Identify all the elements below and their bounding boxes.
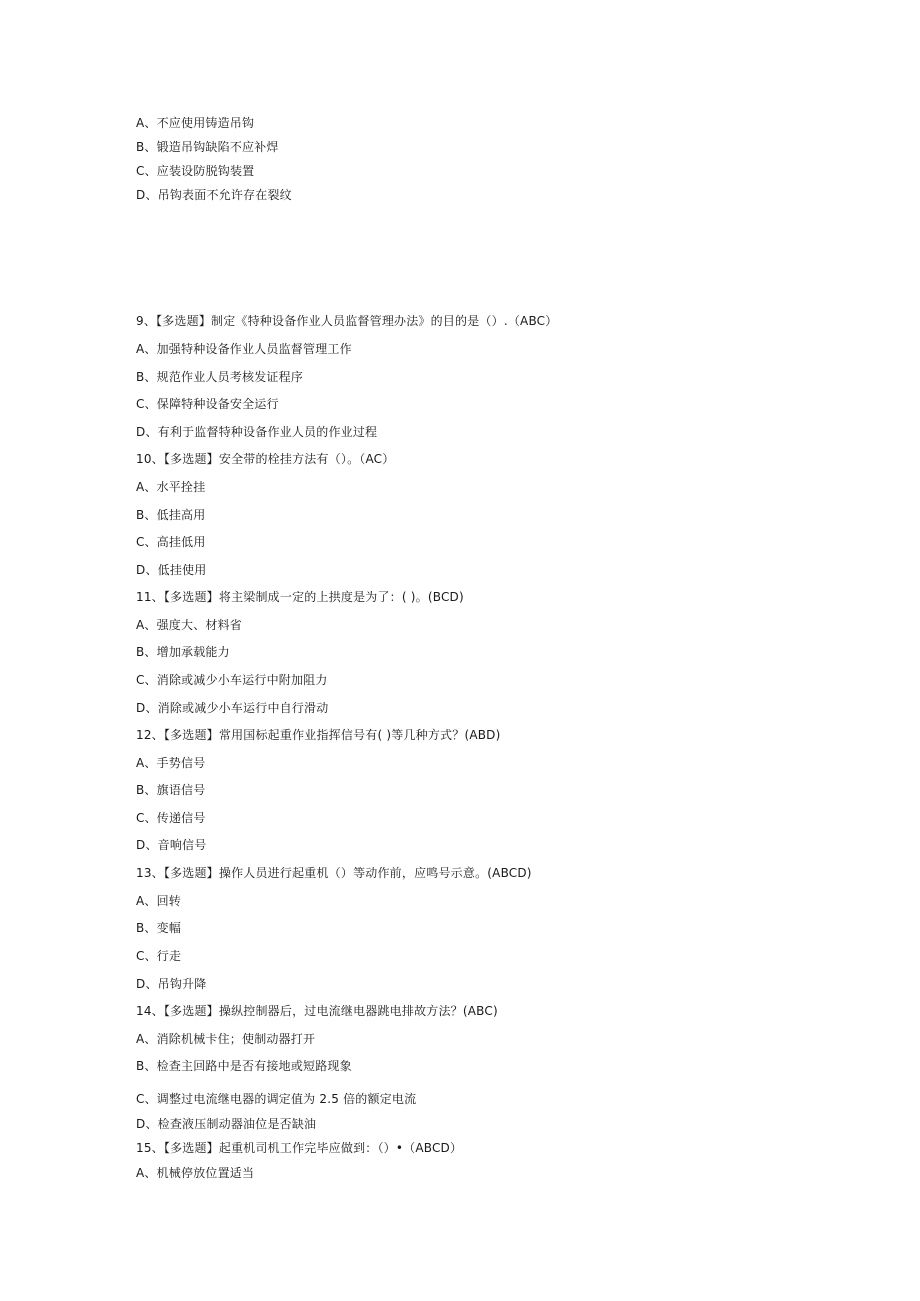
option-c: C、传递信号 [136, 811, 206, 825]
option-a: A、不应使用铸造吊钩 [136, 116, 255, 130]
option-a: A、强度大、材料省 [136, 618, 243, 632]
option-b: B、增加承载能力 [136, 645, 230, 659]
option-b: B、检查主回路中是否有接地或短路现象 [136, 1059, 352, 1073]
option-c: C、行走 [136, 949, 182, 963]
option-a: A、回转 [136, 894, 182, 908]
question-stem: 10、【多选题】安全带的栓挂方法有（）。（AC） [136, 452, 395, 466]
option-d: D、吊钩升降 [136, 977, 207, 991]
option-d: D、有利于监督特种设备作业人员的作业过程 [136, 425, 378, 439]
option-b: B、低挂高用 [136, 508, 206, 522]
option-c: C、应装设防脱钩装置 [136, 164, 255, 178]
option-b: B、规范作业人员考核发证程序 [136, 370, 304, 384]
option-c: C、消除或减少小车运行中附加阻力 [136, 673, 328, 687]
question-stem: 9、【多选题】制定《特种设备作业人员监督管理办法》的目的是（）.（ABC） [136, 314, 558, 328]
option-c: C、调整过电流继电器的调定值为 2.5 倍的额定电流 [136, 1092, 417, 1106]
option-b: B、变幅 [136, 921, 182, 935]
option-b: B、锻造吊钩缺陷不应补焊 [136, 140, 279, 154]
question-stem: 15、【多选题】起重机司机工作完毕应做到：（）•（ABCD） [136, 1141, 463, 1155]
option-a: A、手势信号 [136, 756, 206, 770]
option-b: B、旗语信号 [136, 783, 206, 797]
question-stem: 11、【多选题】将主梁制成一定的上拱度是为了：( )。(BCD) [136, 590, 464, 604]
option-a: A、水平拴挂 [136, 480, 206, 494]
option-a: A、加强特种设备作业人员监督管理工作 [136, 342, 352, 356]
question-stem: 12、【多选题】常用国标起重作业指挥信号有( )等几种方式？(ABD) [136, 728, 501, 742]
option-d: D、检查液压制动器油位是否缺油 [136, 1117, 317, 1131]
option-d: D、音响信号 [136, 838, 207, 852]
question-stem: 13、【多选题】操作人员进行起重机（）等动作前，应鸣号示意。(ABCD) [136, 866, 532, 880]
option-c: C、保障特种设备安全运行 [136, 397, 279, 411]
option-d: D、低挂使用 [136, 563, 207, 577]
option-a: A、机械停放位置适当 [136, 1166, 255, 1180]
option-d: D、吊钩表面不允许存在裂纹 [136, 188, 292, 202]
option-a: A、消除机械卡住；使制动器打开 [136, 1032, 316, 1046]
option-c: C、高挂低用 [136, 535, 206, 549]
question-stem: 14、【多选题】操纵控制器后，过电流继电器跳电排故方法？(ABC) [136, 1004, 498, 1018]
option-d: D、消除或减少小车运行中自行滑动 [136, 701, 329, 715]
